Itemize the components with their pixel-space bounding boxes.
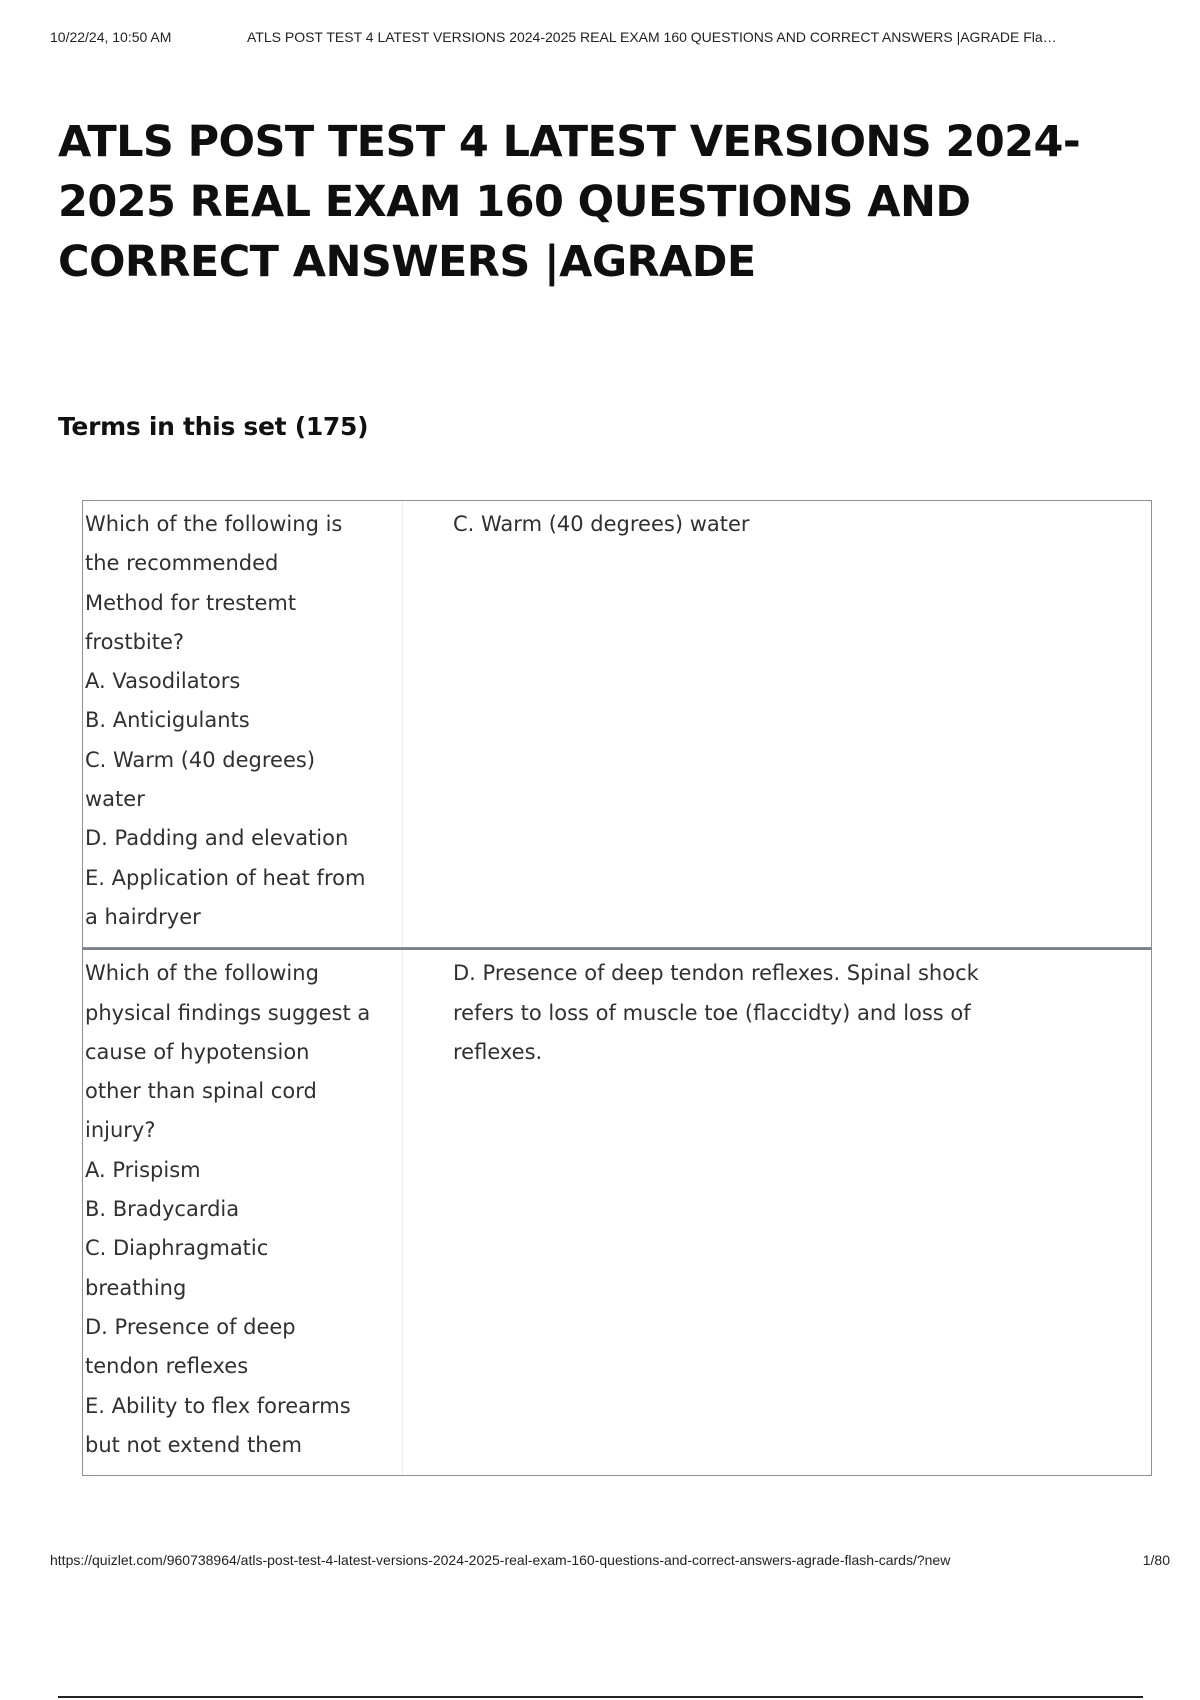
- terms-heading: Terms in this set (175): [58, 412, 369, 441]
- term-answer: D. Presence of deep tendon reflexes. Spinal shock refers to loss of muscle toe (flaccidty) and loss of reflexes.: [453, 961, 979, 1064]
- print-datetime: 10/22/24, 10:50 AM: [50, 29, 172, 45]
- print-document-title: ATLS POST TEST 4 LATEST VERSIONS 2024-2025 REAL EXAM 160 QUESTIONS AND CORRECT ANSWERS |AGRADE Fla…: [247, 29, 1057, 45]
- print-url: https://quizlet.com/960738964/atls-post-test-4-latest-versions-2024-2025-real-exam-160-questions-and-correct-answers-agrade-flash-cards/?new: [50, 1552, 951, 1568]
- page-number: 1/80: [1142, 1552, 1170, 1568]
- print-header: [50, 29, 1170, 49]
- term-card: [82, 500, 1152, 948]
- page-divider: [58, 1696, 1143, 1698]
- term-question: Which of the following is the recommended Method for trestemt frostbite? A. Vasodilators B. Anticigulants C. Warm (40 degrees) water D. Padding and elevation E. Application of heat from a hairdryer: [83, 501, 403, 947]
- terms-list: [82, 500, 1152, 1476]
- term-answer: C. Warm (40 degrees) water: [453, 512, 750, 536]
- term-card: [82, 948, 1152, 1476]
- page-title: ATLS POST TEST 4 LATEST VERSIONS 2024-2025 REAL EXAM 160 QUESTIONS AND CORRECT ANSWERS |AGRADE: [58, 117, 1081, 287]
- term-question: Which of the following physical findings suggest a cause of hypotension other than spinal cord injury? A. Prispism B. Bradycardia C. Diaphragmatic breathing D. Presence of deep tendon reflexes E. Ability to flex forearms but not extend them: [83, 950, 403, 1475]
- print-footer: [50, 1552, 1170, 1572]
